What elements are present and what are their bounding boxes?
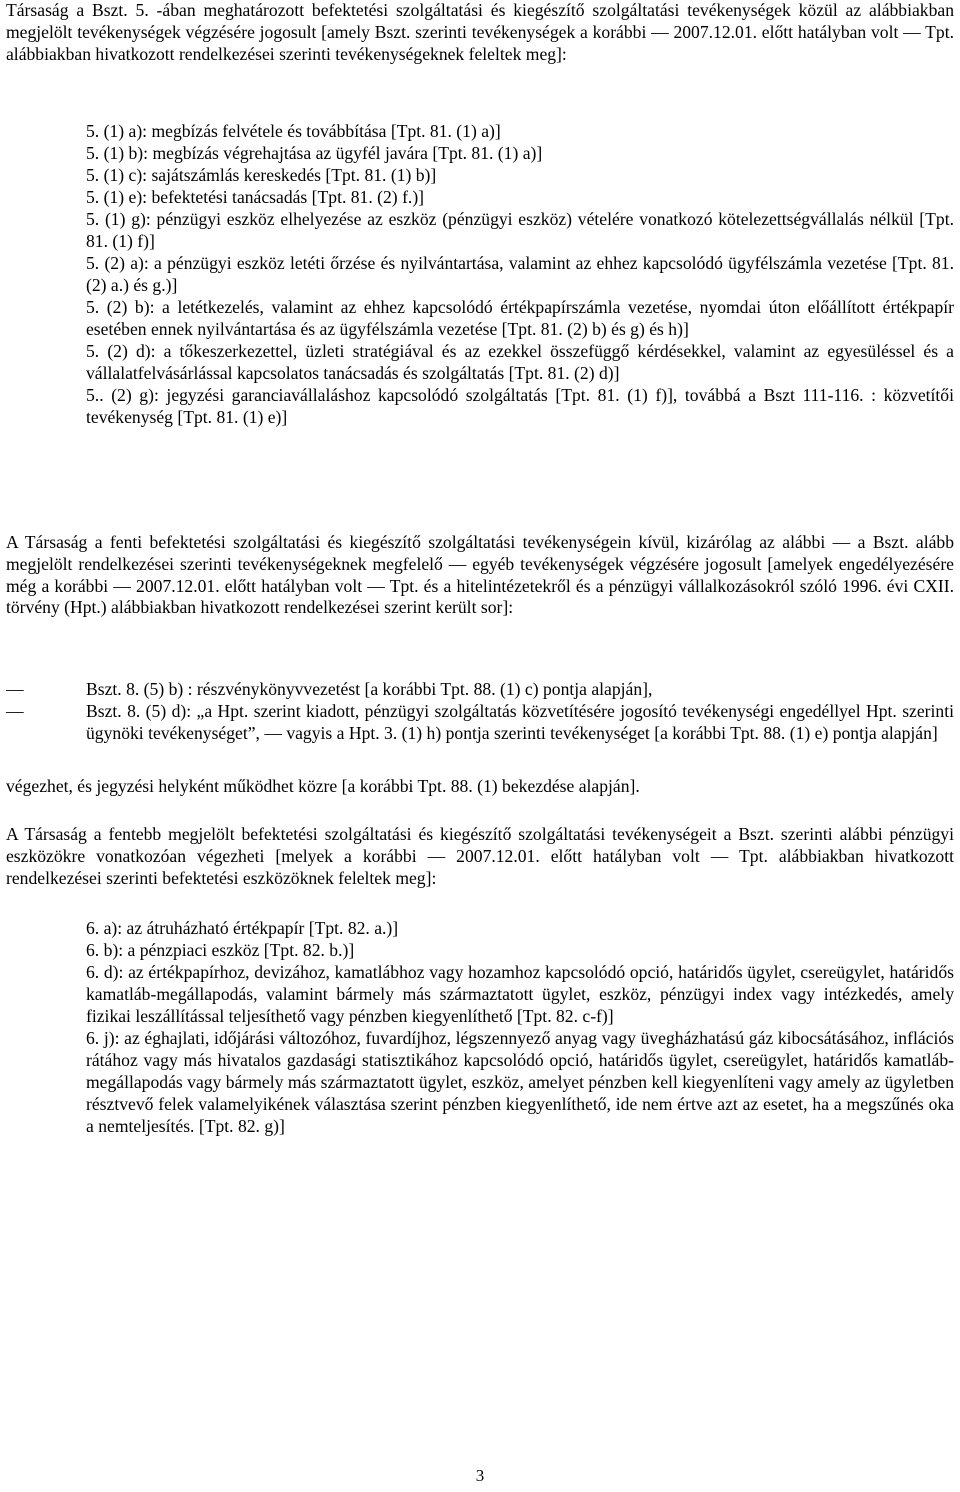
dash-item-text: Bszt. 8. (5) d): „a Hpt. szerint kiadott, pénzügyi szolgáltatás közvetítésére jogosító tevékenységi engedéllyel Hpt. szerinti ügynöki tevékenységet”, ― vagyis a Hpt. 3. (1) h) pontja szerinti tevékenységet [a korábbi Tpt. 88. (1) e) pontja alapján] bbox=[86, 700, 954, 743]
third-paragraph: A Társaság a fentebb megjelölt befektetési szolgáltatási és kiegészítő szolgáltatási tevékenységeit a Bszt. szerinti alábbi pénzügyi eszközökre vonatkozóan végezheti [melyek a korábbi ― 2007.12.01. előtt hatályban volt ― Tpt. alábbiakban hivatkozott rendelkezései szerinti befektetési eszközöknek feleltek meg]: bbox=[6, 824, 954, 888]
dash-list bbox=[6, 679, 954, 744]
list-item: 5. (1) g): pénzügyi eszköz elhelyezése az eszköz (pénzügyi eszköz) vételére vonatkozó kötelezettségvállalás nélkül [Tpt. 81. (1) f)] bbox=[86, 208, 954, 251]
list-item: 6. j): az éghajlati, időjárási változóhoz, fuvardíjhoz, légszennyező anyag vagy üvegházhatású gáz kibocsátásához, inflációs rátához vagy más hivatalos gazdasági statisztikához kapcsolódó opció, határidős ügylet, csereügylet, határidős kamatláb-megállapodás vagy bármely más származtatott ügylet, eszköz, amelyet pénzben kell kiegyenlíteni vagy amely az ügyletben résztvevő felek valamelyikének választása szerint pénzben kiegyenlíthető, ide nem értve azt az esetet, ha a megszűnés oka a nemteljesítés. [Tpt. 82. g)] bbox=[86, 1027, 954, 1136]
second-paragraph: A Társaság a fenti befektetési szolgáltatási és kiegészítő szolgáltatási tevékenységein kívül, kizárólag az alábbi ― a Bszt. alább megjelölt rendelkezései szerinti tevékenységeknek megfelelő ― egyéb tevékenységek végzésére jogosult [amelyek engedélyezésére még a korábbi ― 2007.12.01. előtt hatályban volt ― Tpt. és a hitelintézetekről és a pénzügyi vállalkozásokról szóló 1996. évi CXII. törvény (Hpt.) alábbiakban hivatkozott rendelkezései szerint került sor]: bbox=[6, 532, 954, 618]
dash-list-item bbox=[6, 701, 954, 745]
list-item: 5. (1) c): sajátszámlás kereskedés [Tpt. 81. (1) b)] bbox=[86, 164, 437, 185]
bszt-5-list bbox=[86, 121, 954, 429]
list-item: 6. b): a pénzpiaci eszköz [Tpt. 82. b.)] bbox=[86, 939, 355, 960]
list-item: 5. (1) a): megbízás felvétele és továbbítása [Tpt. 81. (1) a)] bbox=[86, 121, 501, 141]
intro-paragraph: Társaság a Bszt. 5. -ában meghatározott befektetési szolgáltatási és kiegészítő szolgáltatási tevékenységek közül az alábbiakban megjelölt tevékenységek végzésére jogosult [amely Bszt. szerinti tevékenységek a korábbi ― 2007.12.01. előtt hatályban volt ― Tpt. alábbiakban hivatkozott rendelkezései szerinti tevékenységeknek feleltek meg]: bbox=[6, 0, 954, 64]
list-item: 5. (2) a): a pénzügyi eszköz letéti őrzése és nyilvántartása, valamint az ehhez kapcsolódó ügyfélszámla vezetése [Tpt. 81. (2) a.) és g.)] bbox=[86, 252, 954, 295]
list-item: 6. a): az átruházható értékpapír [Tpt. 82. a.)] bbox=[86, 918, 399, 938]
dash-marker: ― bbox=[6, 700, 24, 721]
bszt-6-list bbox=[86, 918, 954, 1138]
list-item: 5. (2) b): a letétkezelés, valamint az ehhez kapcsolódó értékpapírszámla vezetése, nyomdai úton előállított értékpapír esetében ennek nyilvántartása és az ügyfélszámla vezetése [Tpt. 81. (2) b) és g) és h)] bbox=[86, 296, 954, 339]
list-item: 5.. (2) g): jegyzési garanciavállaláshoz kapcsolódó szolgáltatás [Tpt. 81. (1) f)], továbbá a Bszt 111-116. : közvetítői tevékenység [Tpt. 81. (1) e)] bbox=[86, 384, 954, 427]
dash-list-item bbox=[6, 679, 954, 701]
after-dash-paragraph: végezhet, és jegyzési helyként működhet közre [a korábbi Tpt. 88. (1) bekezdése alapján]. bbox=[6, 776, 640, 796]
page-number: 3 bbox=[475, 1466, 485, 1485]
dash-marker: ― bbox=[6, 679, 24, 699]
list-item: 5. (1) e): befektetési tanácsadás [Tpt. 81. (2) f.)] bbox=[86, 186, 425, 207]
list-item: 5. (2) d): a tőkeszerkezettel, üzleti stratégiával és az ezekkel összefüggő kérdésekkel, valamint az egyesüléssel és a vállalatfelvásárlással kapcsolatos tanácsadás és szolgáltatás [Tpt. 81. (2) d)] bbox=[86, 340, 954, 383]
list-item: 6. d): az értékpapírhoz, devizához, kamatlábhoz vagy hozamhoz kapcsolódó opció, határidős ügylet, csereügylet, határidős kamatláb-megállapodás, valamint bármely más származtatott ügylet, eszköz, pénzügyi index vagy intézkedés, amely fizikai leszállítással teljesíthető vagy pénzben kiegyenlíthető [Tpt. 82. c-f)] bbox=[86, 961, 954, 1026]
list-item: 5. (1) b): megbízás végrehajtása az ügyfél javára [Tpt. 81. (1) a)] bbox=[86, 142, 543, 163]
dash-item-text: Bszt. 8. (5) b) : részvénykönyvvezetést [a korábbi Tpt. 88. (1) c) pontja alapján], bbox=[86, 679, 653, 699]
